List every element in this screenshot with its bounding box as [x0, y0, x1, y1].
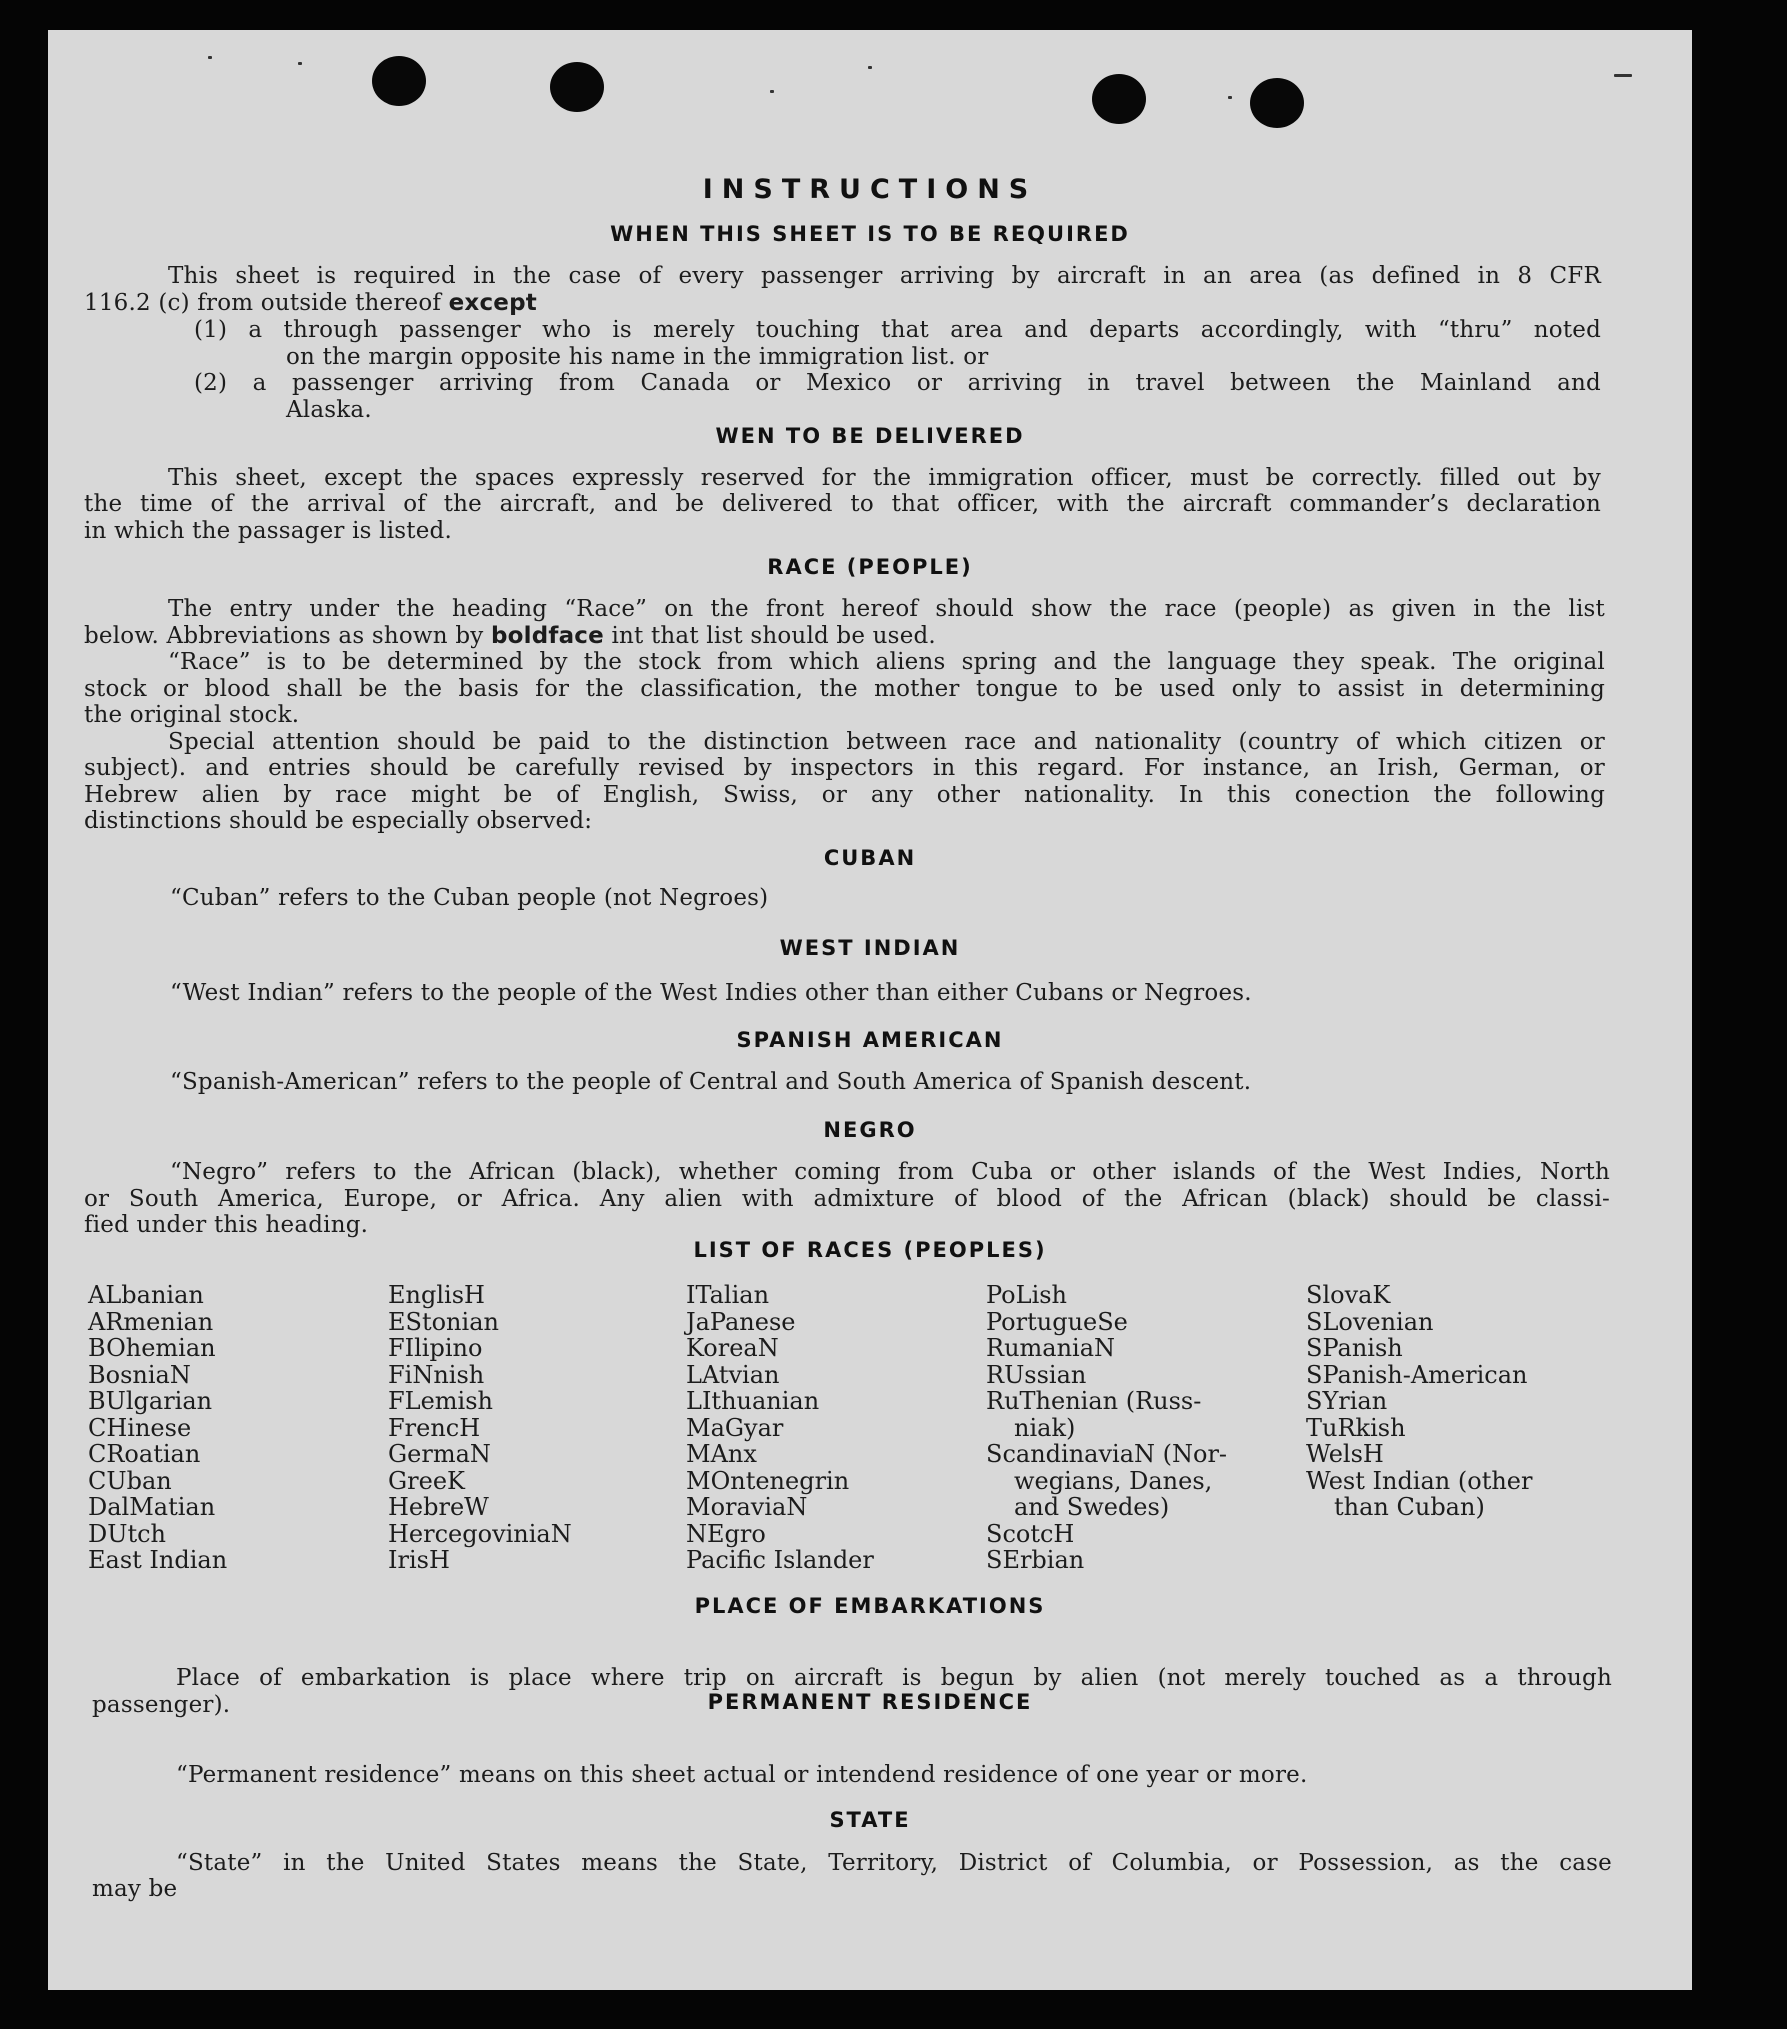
delivered-line1: This sheet, except the spaces expressly reserved for the immigration officer, must be correctly. filled out by — [168, 465, 1601, 491]
page-title: INSTRUCTIONS — [702, 174, 1038, 205]
required-intro-line2 — [84, 290, 1584, 317]
race-item: SPanish — [1306, 1334, 1403, 1362]
race-item: SLovenian — [1306, 1307, 1434, 1336]
embarkation-line1: Place of embarkation is place where trip on aircraft is begun by alien (not merely touched as a through — [176, 1665, 1612, 1691]
race-item: LAtvian — [686, 1360, 780, 1389]
race-item: GermaN — [388, 1440, 491, 1468]
required-item1-line2: on the margin opposite his name in the immigration list. or — [286, 344, 989, 370]
dust-speck — [1614, 74, 1632, 77]
dust-speck — [298, 62, 302, 65]
race-p2-line2: stock or blood shall be the basis for the classification, the mother tongue to be used only to assist in determining — [84, 676, 1605, 702]
race-p2-line3: the original stock. — [84, 702, 300, 728]
race-p3-line1: Special attention should be paid to the distinction between race and nationality (country of which citizen or — [168, 729, 1605, 755]
race-item-continued: wegians, Danes, — [1014, 1466, 1213, 1495]
section-heading-embarkation: PLACE OF EMBARKATIONS — [694, 1594, 1046, 1618]
race-item: JaPanese — [686, 1307, 796, 1336]
race-p3-line4: distinctions should be especially observed: — [84, 808, 593, 834]
negro-line2: or South America, Europe, or Africa. Any alien with admixture of blood of the African (black) should be classi- — [84, 1186, 1610, 1212]
race-item: SPanish-American — [1306, 1360, 1528, 1389]
race-item: FrencH — [388, 1413, 481, 1442]
instruction-sheet — [48, 30, 1692, 1990]
race-item: WelsH — [1306, 1440, 1384, 1468]
race-item: MaGyar — [686, 1413, 784, 1442]
race-item: FiNnish — [388, 1360, 485, 1389]
race-item: MoraviaN — [686, 1493, 808, 1521]
section-heading-cuban: CUBAN — [823, 846, 917, 870]
state-line2: may be — [92, 1876, 178, 1902]
section-heading-required: WHEN THIS SHEET IS TO BE REQUIRED — [610, 222, 1130, 246]
race-list-column-5 — [1306, 1282, 1532, 1521]
race-p1-line1: The entry under the heading “Race” on the front hereof should show the race (people) as given in the list — [168, 596, 1605, 622]
race-item: SlovaK — [1306, 1281, 1391, 1309]
west-indian-text: “West Indian” refers to the people of the West Indies other than either Cubans or Negroes. — [170, 980, 1252, 1006]
race-p3-line3: Hebrew alien by race might be of English, Swiss, or any other nationality. In this conection the following — [84, 782, 1605, 808]
race-item: HebreW — [388, 1493, 489, 1521]
race-item: RumaniaN — [986, 1334, 1116, 1362]
race-boldface-word: boldface — [490, 623, 604, 649]
race-item: HercegoviniaN — [388, 1519, 572, 1548]
race-p1-line2 — [84, 623, 1601, 650]
race-p1-text-b: int that list should be used. — [603, 623, 936, 649]
race-item: KoreaN — [686, 1334, 779, 1362]
race-item: FIlipino — [388, 1334, 483, 1362]
required-except-word: except — [448, 290, 537, 316]
race-item: CUban — [88, 1466, 172, 1495]
state-line1: “State” in the United States means the State, Territory, District of Columbia, or Possession, as the case — [176, 1850, 1612, 1876]
negro-line3: fied under this heading. — [84, 1212, 369, 1238]
race-item: MAnx — [686, 1440, 757, 1468]
race-item: ScandinaviaN (Nor- — [986, 1440, 1228, 1468]
race-item: West Indian (other — [1306, 1466, 1533, 1495]
delivered-line2: the time of the arrival of the aircraft, and be delivered to that officer, with the aircraft commander’s declaration — [84, 491, 1601, 517]
section-heading-negro: NEGRO — [823, 1118, 917, 1142]
race-item-continued: niak) — [1014, 1413, 1076, 1442]
race-item: SYrian — [1306, 1387, 1388, 1415]
race-item: PortugueSe — [986, 1307, 1128, 1336]
race-item: PoLish — [986, 1281, 1068, 1309]
race-item: RuThenian (Russ- — [986, 1387, 1202, 1415]
delivered-line3: in which the passager is listed. — [84, 518, 452, 544]
section-heading-delivered: WEN TO BE DELIVERED — [715, 424, 1025, 448]
race-item: RUssian — [986, 1360, 1087, 1389]
race-item: IrisH — [388, 1546, 450, 1574]
race-item: ARmenian — [88, 1307, 214, 1336]
negro-line1: “Negro” refers to the African (black), whether coming from Cuba or other islands of the West Indies, North — [170, 1159, 1610, 1185]
required-item2-line2: Alaska. — [286, 397, 372, 423]
dust-speck — [770, 90, 774, 93]
required-intro-text: 116.2 (c) from outside thereof — [84, 290, 449, 316]
race-list-column-3 — [686, 1282, 874, 1574]
required-intro-line1: This sheet is required in the case of every passenger arriving by aircraft in an area (as defined in 8 CFR — [168, 263, 1601, 289]
punch-hole — [550, 62, 604, 112]
race-item: EStonian — [388, 1307, 499, 1336]
race-p1-text-a: below. Abbreviations as shown by — [84, 623, 491, 649]
race-list-column-2 — [388, 1282, 572, 1574]
race-item: LIthuanian — [686, 1387, 820, 1415]
race-item: BUlgarian — [88, 1387, 213, 1415]
section-heading-state: STATE — [829, 1808, 911, 1832]
race-item: FLemish — [388, 1387, 493, 1415]
race-item: DUtch — [88, 1519, 167, 1548]
section-heading-west-indian: WEST INDIAN — [779, 936, 961, 960]
race-item-continued: than Cuban) — [1334, 1493, 1485, 1521]
race-item: DalMatian — [88, 1493, 216, 1521]
punch-hole — [1250, 78, 1304, 128]
dust-speck — [868, 66, 872, 69]
race-item: EnglisH — [388, 1281, 485, 1309]
race-list-column-4 — [986, 1282, 1227, 1574]
race-item-continued: and Swedes) — [1014, 1493, 1170, 1521]
race-p3-line2: subject). and entries should be carefully revised by inspectors in this regard. For instance, an Irish, German, or — [84, 755, 1605, 781]
punch-hole — [1092, 74, 1146, 124]
punch-hole — [372, 56, 426, 106]
race-p2-line1: “Race” is to be determined by the stock from which aliens spring and the language they speak. The original — [168, 649, 1605, 675]
race-item: Pacific Islander — [686, 1546, 874, 1574]
section-heading-residence: PERMANENT RESIDENCE — [707, 1690, 1033, 1714]
race-item: TuRkish — [1306, 1413, 1406, 1442]
race-item: ScotcH — [986, 1519, 1075, 1548]
race-item: BOhemian — [88, 1334, 216, 1362]
required-item1-line1: (1) a through passenger who is merely touching that area and departs accordingly, with “thru” noted — [194, 317, 1601, 343]
required-item2-line1: (2) a passenger arriving from Canada or Mexico or arriving in travel between the Mainland and — [194, 370, 1601, 396]
residence-text: “Permanent residence” means on this sheet actual or intendend residence of one year or more. — [176, 1762, 1308, 1788]
race-list-column-1 — [88, 1282, 227, 1574]
race-item: ITalian — [686, 1281, 770, 1309]
race-item: MOntenegrin — [686, 1466, 850, 1495]
race-item: ALbanian — [88, 1281, 204, 1309]
section-heading-spanish-american: SPANISH AMERICAN — [736, 1028, 1004, 1052]
race-item: CHinese — [88, 1413, 192, 1442]
dust-speck — [208, 56, 212, 59]
race-item: SErbian — [986, 1546, 1085, 1574]
section-heading-race: RACE (PEOPLE) — [767, 555, 973, 579]
race-item: GreeK — [388, 1466, 465, 1495]
cuban-text: “Cuban” refers to the Cuban people (not Negroes) — [170, 885, 769, 911]
race-item: CRoatian — [88, 1440, 201, 1468]
race-item: NEgro — [686, 1519, 766, 1548]
dust-speck — [1228, 96, 1232, 99]
embarkation-line2: passenger). — [92, 1692, 231, 1718]
section-heading-list: LIST OF RACES (PEOPLES) — [693, 1238, 1047, 1262]
race-item: East Indian — [88, 1546, 228, 1574]
spanish-american-text: “Spanish-American” refers to the people of Central and South America of Spanish descent. — [170, 1069, 1252, 1095]
race-item: BosniaN — [88, 1360, 191, 1389]
